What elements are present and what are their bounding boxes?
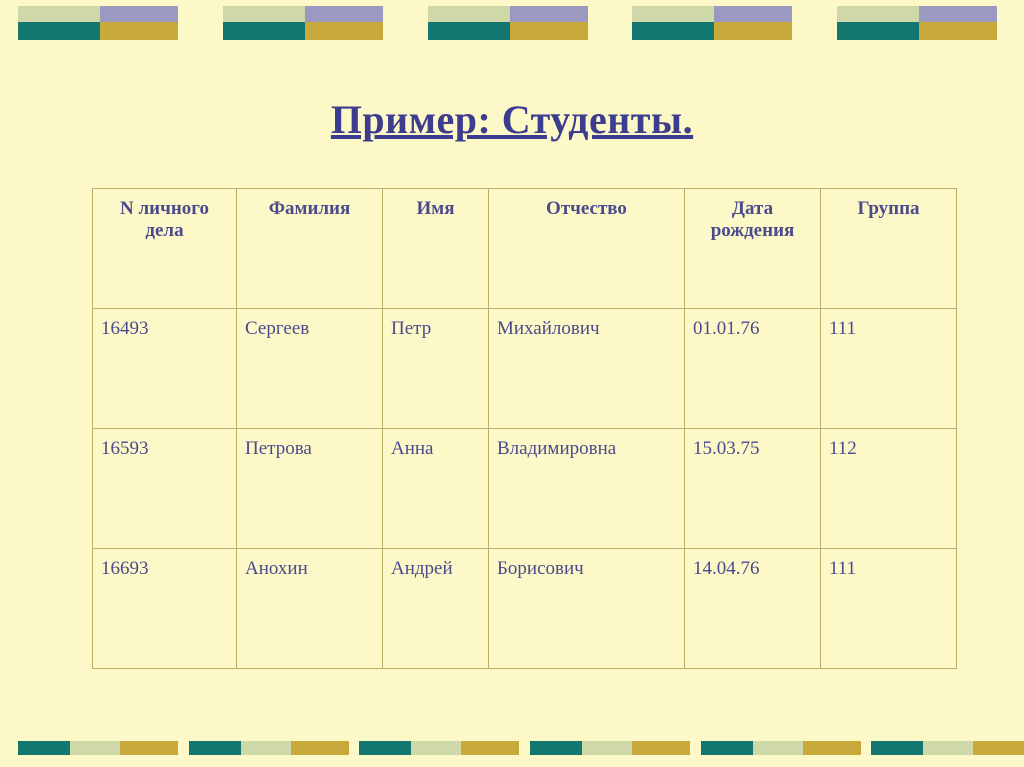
- decor-unit: [819, 0, 1024, 48]
- decor-block-lavender: [714, 6, 792, 22]
- decor-block-teal: [223, 22, 305, 40]
- decor-unit: [853, 737, 1024, 767]
- decor-block-teal: [359, 741, 411, 755]
- column-header-label: Отчество: [546, 198, 627, 219]
- decor-block-pale-green: [411, 741, 461, 755]
- table-header-row: [93, 189, 957, 309]
- cell-surname: Анохин: [237, 549, 383, 669]
- decor-unit: [614, 0, 819, 48]
- cell-patronymic: Владимировна: [489, 429, 685, 549]
- column-header-firstname: [383, 189, 489, 309]
- column-header-birthdate: [685, 189, 821, 309]
- decor-block-lavender: [305, 6, 383, 22]
- cell-birthdate: 01.01.76: [685, 309, 821, 429]
- decor-block-pale-green: [582, 741, 632, 755]
- cell-group: 111: [821, 549, 957, 669]
- decor-block-pale-green: [753, 741, 803, 755]
- decor-block-gold: [632, 741, 690, 755]
- cell-firstname: Петр: [383, 309, 489, 429]
- column-header-label: Дата рождения: [710, 198, 795, 241]
- decor-block-gold: [461, 741, 519, 755]
- cell-group: 112: [821, 429, 957, 549]
- decor-block-gold: [120, 741, 178, 755]
- decor-block-teal: [18, 741, 70, 755]
- decor-unit: [410, 0, 615, 48]
- table-row: [93, 549, 957, 669]
- decor-block-gold: [100, 22, 178, 40]
- decor-block-lavender: [919, 6, 997, 22]
- cell-birthdate: 14.04.76: [685, 549, 821, 669]
- decor-block-teal: [18, 22, 100, 40]
- column-header-group: [821, 189, 957, 309]
- column-header-label: Фамилия: [268, 198, 351, 219]
- decor-unit: [0, 0, 205, 48]
- cell-patronymic: Борисович: [489, 549, 685, 669]
- decor-unit: [205, 0, 410, 48]
- cell-surname: Сергеев: [237, 309, 383, 429]
- column-header-label: Имя: [416, 198, 455, 219]
- table-row: [93, 309, 957, 429]
- column-header-patronymic: [489, 189, 685, 309]
- decor-block-pale-green: [70, 741, 120, 755]
- decor-unit: [683, 737, 854, 767]
- cell-group: 111: [821, 309, 957, 429]
- decor-block-gold: [291, 741, 349, 755]
- table-row: [93, 429, 957, 549]
- top-decor-band: [0, 0, 1024, 48]
- decor-block-teal: [632, 22, 714, 40]
- cell-patronymic: Михайлович: [489, 309, 685, 429]
- cell-surname: Петрова: [237, 429, 383, 549]
- cell-birthdate: 15.03.75: [685, 429, 821, 549]
- column-header-label: N личного дела: [120, 198, 209, 241]
- decor-block-teal: [871, 741, 923, 755]
- students-table-container: [92, 188, 956, 669]
- decor-block-gold: [803, 741, 861, 755]
- column-header-label: Группа: [857, 198, 920, 219]
- column-header-surname: [237, 189, 383, 309]
- cell-firstname: Андрей: [383, 549, 489, 669]
- cell-personal-file: 16493: [93, 309, 237, 429]
- decor-block-gold: [973, 741, 1024, 755]
- cell-personal-file: 16693: [93, 549, 237, 669]
- decor-unit: [341, 737, 512, 767]
- decor-block-lavender: [100, 6, 178, 22]
- page-title: Пример: Студенты.: [330, 97, 694, 142]
- decor-block-teal: [837, 22, 919, 40]
- decor-unit: [512, 737, 683, 767]
- decor-block-teal: [428, 22, 510, 40]
- cell-personal-file: 16593: [93, 429, 237, 549]
- decor-unit: [0, 737, 171, 767]
- decor-block-teal: [189, 741, 241, 755]
- students-table: [92, 188, 957, 669]
- decor-block-lavender: [510, 6, 588, 22]
- decor-block-pale-green: [923, 741, 973, 755]
- cell-firstname: Анна: [383, 429, 489, 549]
- decor-block-teal: [701, 741, 753, 755]
- column-header-personal-file: [93, 189, 237, 309]
- decor-block-gold: [919, 22, 997, 40]
- decor-block-gold: [305, 22, 383, 40]
- decor-block-gold: [510, 22, 588, 40]
- decor-block-teal: [530, 741, 582, 755]
- decor-unit: [171, 737, 342, 767]
- bottom-decor-band: [0, 737, 1024, 767]
- decor-block-pale-green: [241, 741, 291, 755]
- decor-block-gold: [714, 22, 792, 40]
